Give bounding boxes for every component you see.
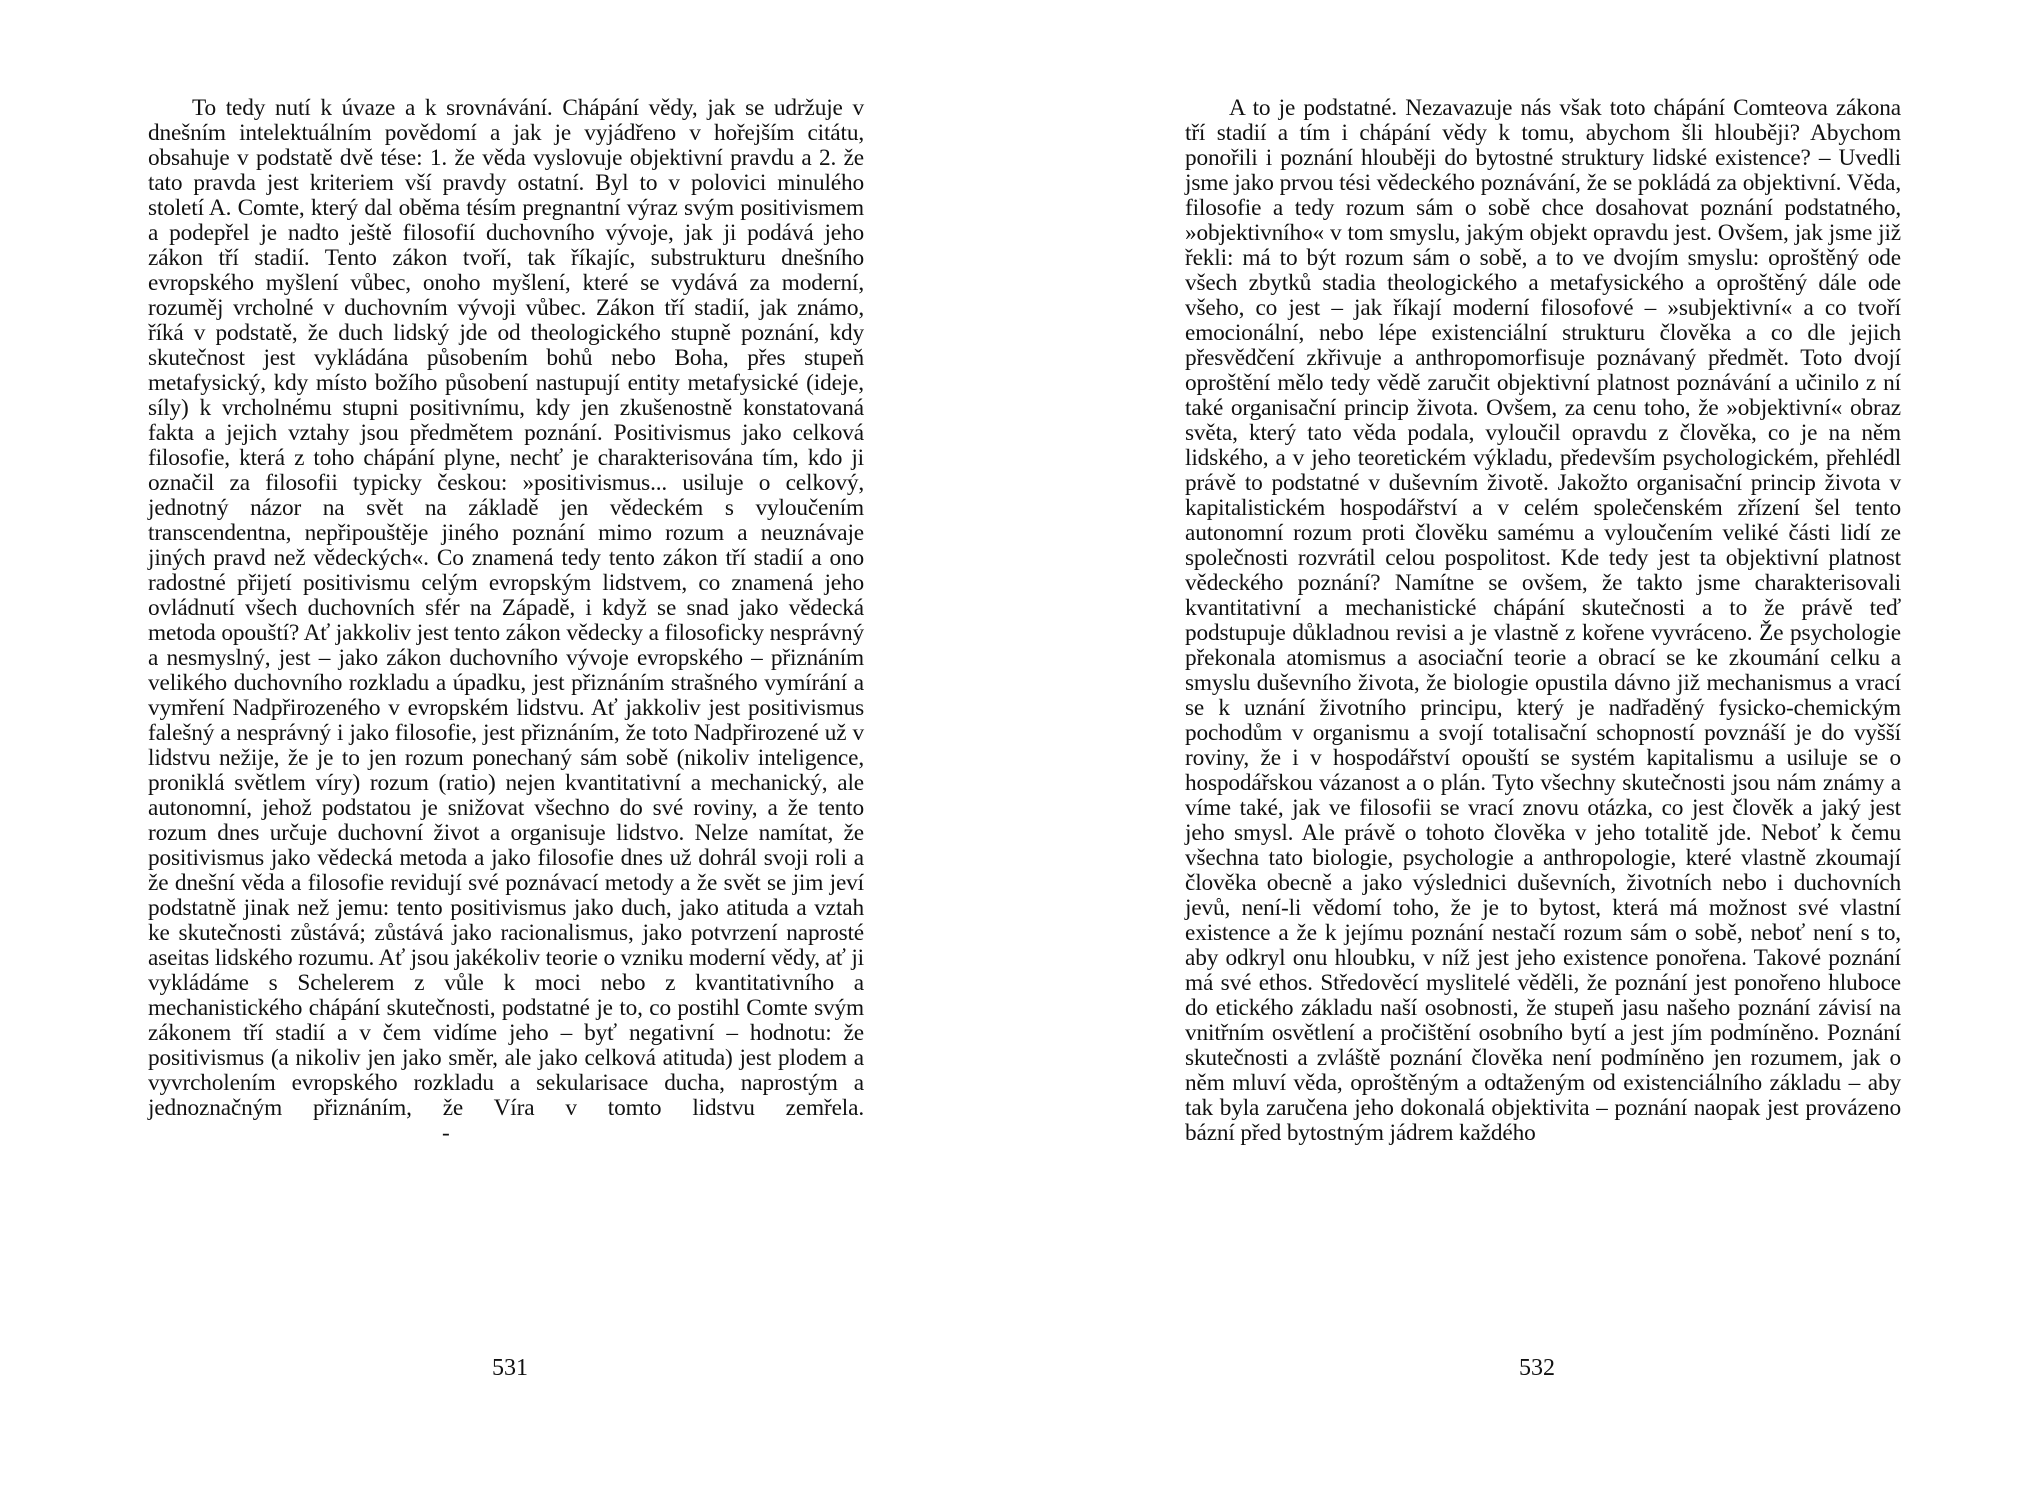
left-page bbox=[148, 96, 864, 1146]
page-number-right: 532 bbox=[1519, 1355, 1555, 1381]
page-number-left: 531 bbox=[492, 1355, 528, 1381]
left-page-text bbox=[148, 96, 864, 1146]
left-page-paragraph: To tedy nutí k úvaze a k srovnávání. Chápání vědy, jak se udržuje v dnešním intelektuálním povědomí a jak je vyjádřeno v hořejším citátu, obsahuje v podstatě dvě tése: 1. že věda vyslovuje objektivní pravdu a 2. že tato pravda jest kriteriem vší pravdy ostatní. Byl to v polovici minulého století A. Comte, který dal oběma tésím pregnantní výraz svým positivismem a podepřel je nadto ještě filosofií duchovního vývoje, jak ji podává jeho zákon tří stadií. Tento zákon tvoří, tak říkajíc, substrukturu dnešního evropského myšlení vůbec, onoho myšlení, které se vydává za moderní, rozuměj vrcholné v duchovním vývoji vůbec. Zákon tří stadií, jak známo, říká v podstatě, že duch lidský jde od theologického stupně poznání, kdy skutečnost jest vykládána působením bohů nebo Boha, přes stupeň metafysický, kdy místo božího působení nastupují entity metafysické (ideje, síly) k vrcholnému stupni positivnímu, kdy jen zkušenostně konstatovaná fakta a jejich vztahy jsou předmětem poznání. Positivismus jako celková filosofie, která z toho chápání plyne, nechť je charakterisována tím, kdo ji označil za filosofii typicky českou: »positivismus... usiluje o celkový, jednotný názor na svět na základě jen vědeckém s vyloučením transcendentna, nepřipouštěje jiného poznání mimo rozum a neuznávaje jiných pravd než vědeckých«. Co znamená tedy tento zákon tří stadií a ono radostné přijetí positivismu celým evropským lidstvem, co znamená jeho ovládnutí všech duchovních sfér na Západě, i když se snad jako vědecká metoda opouští? Ať jakkoliv jest tento zákon vědecky a filosoficky nesprávný a nesmyslný, jest – jako zákon duchovního vývoje evropského – přiznáním velikého duchovního rozkladu a úpadku, jest přiznáním strašného vymírání a vymření Nadpřirozeného v evropském lidstvu. Ať jakkoliv jest positivismus falešný a nesprávný i jako filosofie, jest přiznáním, že toto Nadpřirozené už v lidstvu nežije, že je to jen rozum ponechaný sám sobě (nikoliv inteligence, proniklá světlem víry) rozum (ratio) nejen kvantitativní a mechanický, ale autonomní, jehož podstatou je snižovat všechno do své roviny, a že tento rozum dnes určuje duchovní život a organisuje lidstvo. Nelze namítat, že positivismus jako vědecká metoda a jako filosofie dnes už dohrál svoji roli a že dnešní věda a filosofie revidují své poznávací metody a že svět se jim jeví podstatně jinak než jemu: tento positivismus jako duch, jako atituda a vztah ke skutečnosti zůstává; zůstává jako racionalismus, jako potvrzení naprosté aseitas lidského rozumu. Ať jsou jakékoliv teorie o vzniku moderní vědy, ať ji vykládáme s Schelerem z vůle k moci nebo z kvantitativního a mechanistického chápání skutečnosti, podstatné je to, co postihl Comte svým zákonem tří stadií a v čem vidíme jeho – byť negativní – hodnotu: že positivismus (a nikoliv jen jako směr, ale jako celková atituda) jest plodem a vyvrcholením evropského rozkladu a sekularisace ducha, naprostým a jednoznačným přiznáním, že Víra v tomto lidstvu zemřela. bbox=[148, 95, 864, 1121]
right-page-paragraph: A to je podstatné. Nezavazuje nás však toto chápání Comteova zákona tří stadií a tím i chápání vědy k tomu, abychom šli hlouběji? Abychom ponořili i poznání hlouběji do bytostné struktury lidské existence? – Uvedli jsme jako prvou tési vědeckého poznávání, že se pokládá za objektivní. Věda, filosofie a tedy rozum sám o sobě chce dosahovat poznání podstatného, »objektivního« v tom smyslu, jakým objekt opravdu jest. Ovšem, jak jsme již řekli: má to být rozum sám o sobě, a to ve dvojím smyslu: oproštěný ode všech zbytků stadia theologického a metafysického a oproštěný dále ode všeho, co jest – jak říkají moderní filosofové – »subjektivní« a co tvoří emocionální, nebo lépe existenciální strukturu člověka a co dle jejich přesvědčení zkřivuje a anthropomorfisuje poznávaný předmět. Toto dvojí oproštění mělo tedy vědě zaručit objektivní platnost poznávání a učinilo z ní také organisační princip života. Ovšem, za cenu toho, že »objektivní« obraz světa, který tato věda podala, vyloučil opravdu z člověka, co je na něm lidského, a v jeho teoretickém výkladu, především psychologickém, přehlédl právě to podstatné v duševním životě. Jakožto organisační princip života v kapitalistickém hospodářství a v celém společenském zřízení šel tento autonomní rozum proti člověku samému a vyloučením veliké části lidí ze společnosti rozvrátil celou pospolitost. Kde tedy jest ta objektivní platnost vědeckého poznání? Namítne se ovšem, že takto jsme charakterisovali kvantitativní a mechanistické chápání skutečnosti a to že právě teď podstupuje důkladnou revisi a je vlastně z kořene vyvráceno. Že psychologie překonala atomismus a asociační teorie a obrací se ke zkoumání celku a smyslu duševního života, že biologie opustila dávno již mechanismus a vrací se k uznání životního principu, který je nadřaděný fysicko-chemickým pochodům v organismu a svojí totalisační schopností povznáší je do vyšší roviny, že i v hospodářství opouští se systém kapitalismu a usiluje se o hospodářskou vázanost a o plán. Tyto všechny skutečnosti jsou nám známy a víme také, jak ve filosofii se vrací znovu otázka, co jest člověk a jaký jest jeho smysl. Ale právě o tohoto člověka v jeho totalitě jde. Neboť k čemu všechna tato biologie, psychologie a anthropologie, které vlastně zkoumají člověka obecně a jako výslednici duševních, životních nebo i duchovních jevů, není-li vědomí toho, že je to bytost, která má možnost své vlastní existence a že k jejímu poznání nestačí rozum sám o sobě, neboť není s to, aby odkryl onu hloubku, v níž jest jeho existence ponořena. Takové poznání má své ethos. Středověcí myslitelé věděli, že poznání jest ponořeno hluboce do etického základu naší osobnosti, že stupeň jasu našeho poznání závisí na vnitřním osvětlení a pročištění osobního bytí a jest jím podmíněno. Poznání skutečnosti a zvláště poznání člověka není podmíněno jen rozumem, jak o něm mluví věda, oproštěným a odtaženým od existenciálního základu – aby tak byla zaručena jeho dokonalá objektivita – poznání naopak jest provázeno bázní před bytostným jádrem každého bbox=[1185, 95, 1901, 1146]
right-page-text bbox=[1185, 96, 1901, 1146]
end-mark: - bbox=[442, 1120, 450, 1146]
right-page bbox=[1185, 96, 1901, 1146]
